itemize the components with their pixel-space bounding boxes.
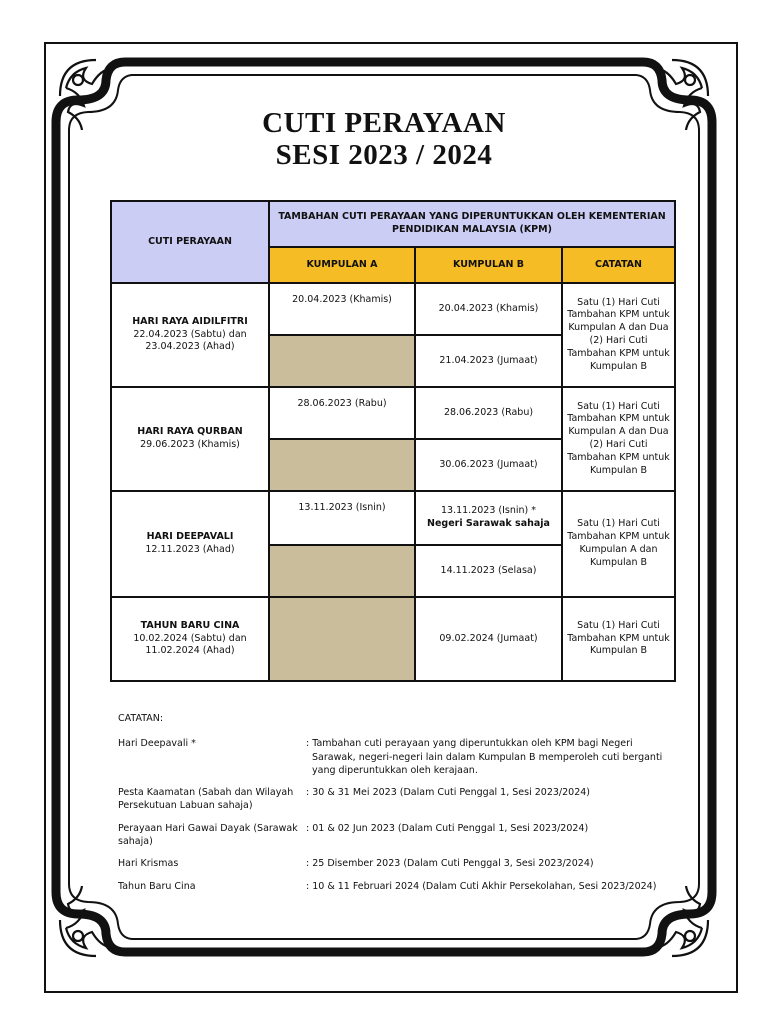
empty-cell [269,597,415,681]
holiday-dates: 29.06.2023 (Khamis) [140,439,240,450]
holiday-cell [111,387,269,491]
kumpulan-b-cell [415,491,562,545]
kumpulan-b-cell: 09.02.2024 (Jumaat) [415,597,562,681]
note-item [118,857,678,870]
empty-cell [269,439,415,491]
catatan-cell: Satu (1) Hari Cuti Tambahan KPM untuk Kumpulan A dan Kumpulan B [562,491,675,597]
note-label: Perayaan Hari Gawai Dayak (Sarawak sahaja) [118,822,298,848]
note-label: Hari Krismas [118,858,179,870]
holiday-name: HARI RAYA AIDILFITRI [132,315,248,327]
note-label: Pesta Kaamatan (Sabah dan Wilayah Persekutuan Labuan sahaja) [118,787,294,812]
header-cuti-perayaan: CUTI PERAYAAN [111,201,269,283]
kumpulan-b-cell: 14.11.2023 (Selasa) [415,545,562,597]
holiday-dates: 12.11.2023 (Ahad) [145,544,235,555]
holiday-cell [111,597,269,681]
catatan-cell: Satu (1) Hari Cuti Tambahan KPM untuk Kumpulan A dan Dua (2) Hari Cuti Tambahan KPM untuk Kumpulan B [562,283,675,387]
catatan-cell: Satu (1) Hari Cuti Tambahan KPM untuk Kumpulan B [562,597,675,681]
header-kumpulan-b: KUMPULAN B [415,247,562,283]
table-row [111,387,675,439]
note-text: : 25 Disember 2023 (Dalam Cuti Penggal 3, Sesi 2023/2024) [306,858,594,870]
title-line-1: CUTI PERAYAAN [262,107,506,139]
notes-heading: CATATAN: [118,713,164,724]
table-row [111,491,675,545]
holiday-table [110,200,676,682]
note-item [118,822,678,849]
note-item [118,737,678,777]
kumpulan-b-date: 13.11.2023 (Isnin) * [440,505,537,517]
kumpulan-b-cell: 20.04.2023 (Khamis) [415,283,562,335]
table-row [111,597,675,681]
holiday-name: HARI RAYA QURBAN [137,426,243,438]
holiday-dates: 22.04.2023 (Sabtu) dan 23.04.2023 (Ahad) [133,328,247,353]
catatan-cell: Satu (1) Hari Cuti Tambahan KPM untuk Kumpulan A dan Dua (2) Hari Cuti Tambahan KPM untuk Kumpulan B [562,387,675,491]
table-row [111,283,675,335]
kumpulan-a-cell: 13.11.2023 (Isnin) [269,491,415,545]
holiday-dates: 10.02.2024 (Sabtu) dan 11.02.2024 (Ahad) [133,632,247,657]
note-text: : 30 & 31 Mei 2023 (Dalam Cuti Penggal 1, Sesi 2023/2024) [306,787,591,799]
kumpulan-b-note: Negeri Sarawak sahaja [427,518,550,529]
empty-cell [269,335,415,387]
kumpulan-b-cell: 30.06.2023 (Jumaat) [415,439,562,491]
holiday-cell [111,491,269,597]
note-text: : Tambahan cuti perayaan yang diperuntukkan oleh KPM bagi Negeri Sarawak, negeri-negeri lain dalam Kumpulan B memperoleh cuti berganti yang diperuntukkan oleh kerajaan. [306,738,663,776]
header-kumpulan-a: KUMPULAN A [269,247,415,283]
note-text: : 10 & 11 Februari 2024 (Dalam Cuti Akhir Persekolahan, Sesi 2023/2024) [306,880,657,892]
kumpulan-a-cell: 20.04.2023 (Khamis) [269,283,415,335]
empty-cell [269,545,415,597]
note-item [118,880,678,893]
header-tambahan: TAMBAHAN CUTI PERAYAAN YANG DIPERUNTUKKAN OLEH KEMENTERIAN PENDIDIKAN MALAYSIA (KPM) [269,201,675,247]
note-label: Tahun Baru Cina [118,880,196,892]
note-label: Hari Deepavali * [118,738,196,750]
holiday-cell [111,283,269,387]
kumpulan-b-cell: 21.04.2023 (Jumaat) [415,335,562,387]
notes-section [118,712,678,902]
title-line-2: SESI 2023 / 2024 [275,139,493,171]
kumpulan-a-cell: 28.06.2023 (Rabu) [269,387,415,439]
note-text: : 01 & 02 Jun 2023 (Dalam Cuti Penggal 1, Sesi 2023/2024) [306,822,589,834]
holiday-name: HARI DEEPAVALI [146,531,234,543]
header-catatan: CATATAN [562,247,675,283]
kumpulan-b-cell: 28.06.2023 (Rabu) [415,387,562,439]
note-item [118,786,678,813]
holiday-name: TAHUN BARU CINA [140,619,240,631]
